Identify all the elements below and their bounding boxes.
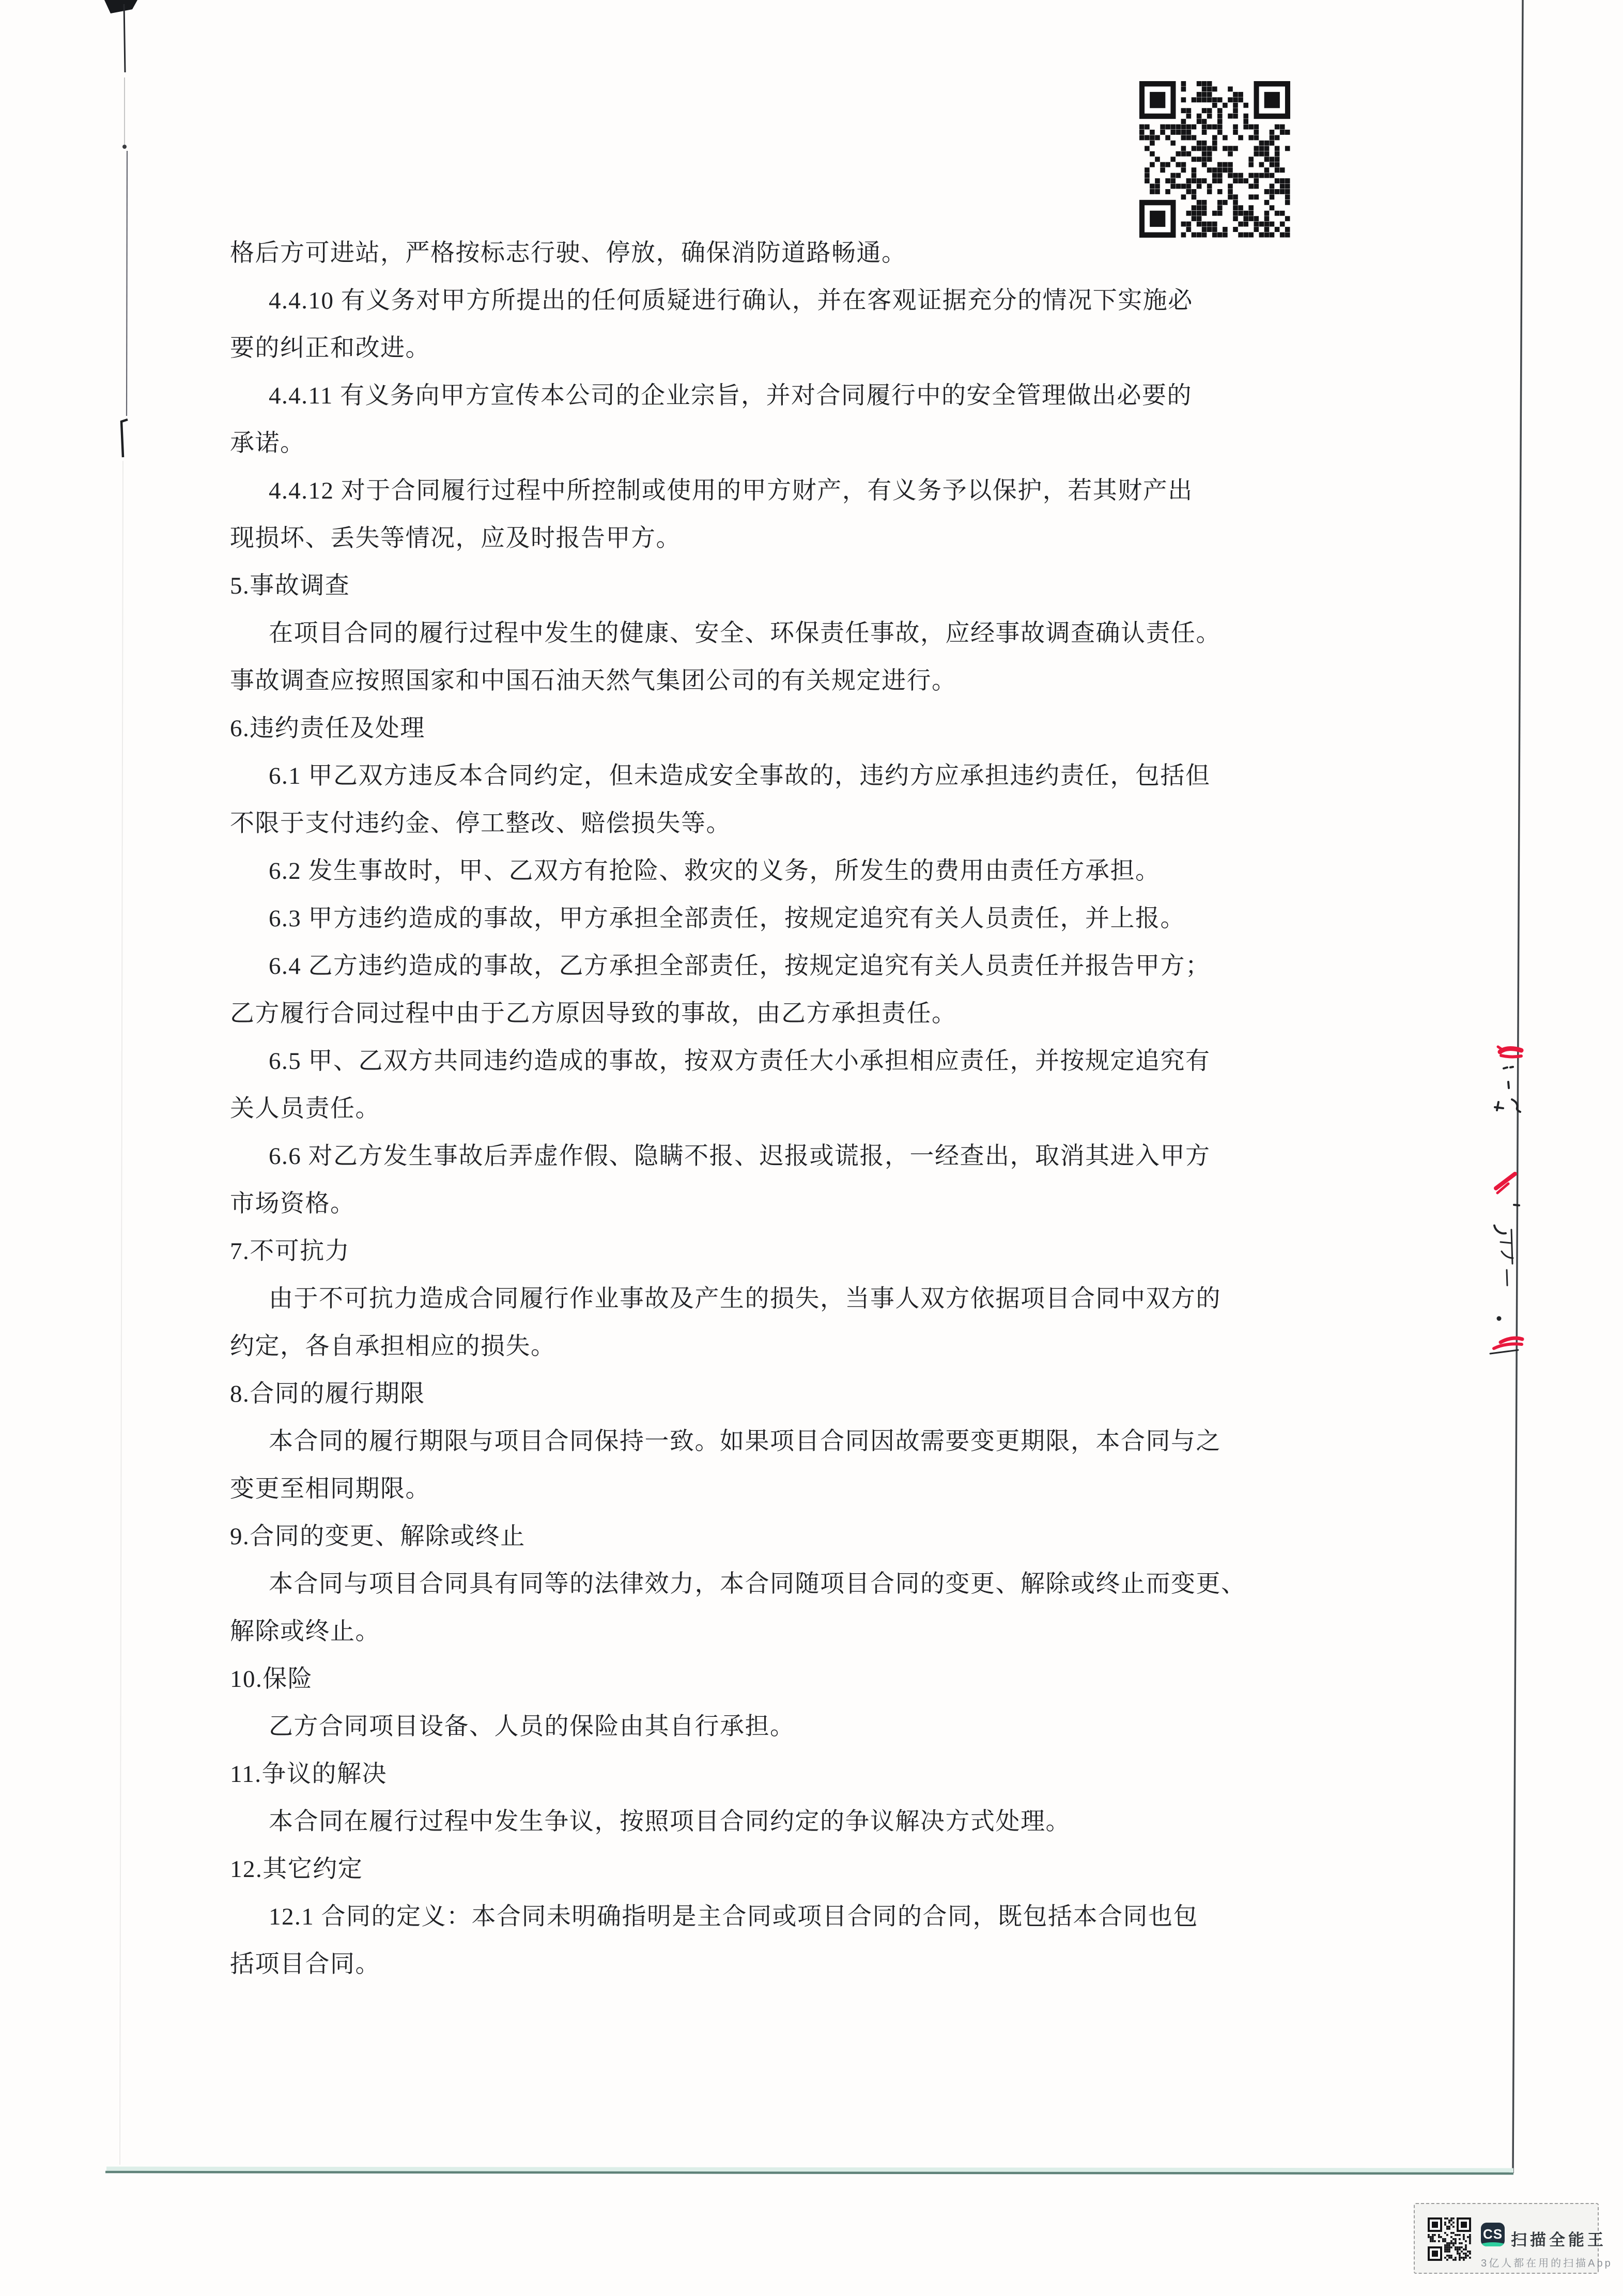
text-line: 6.2 发生事故时，甲、乙双方有抢险、救灾的义务，所发生的费用由责任方承担。: [269, 858, 1161, 885]
text-line: 8.合同的履行期限: [230, 1380, 425, 1407]
text-line: 在项目合同的履行过程中发生的健康、安全、环保责任事故，应经事故调查确认责任。: [269, 620, 1221, 647]
text-line: 4.4.12 对于合同履行过程中所控制或使用的甲方财产，有义务予以保护，若其财产出: [269, 477, 1193, 504]
text-line: 括项目合同。: [230, 1951, 380, 1978]
text-line: 要的纠正和改进。: [230, 335, 430, 362]
text-line: 4.4.10 有义务对甲方所提出的任何质疑进行确认，并在客观证据充分的情况下实施必: [269, 287, 1193, 314]
text-line: 变更至相同期限。: [230, 1476, 430, 1502]
text-line: 约定，各自承担相应的损失。: [230, 1333, 556, 1360]
text-line: 6.5 甲、乙双方共同违约造成的事故，按双方责任大小承担相应责任，并按规定追究有: [269, 1048, 1211, 1075]
contract-text: [230, 229, 1302, 1988]
ink-blob-top-left: [104, 0, 137, 149]
black-pen-annotations: [1490, 1067, 1520, 1354]
watermark-tagline: 3亿人都在用的扫描App: [1481, 2258, 1613, 2269]
text-line: 事故调查应按照国家和中国石油天然气集团公司的有关规定进行。: [230, 668, 957, 694]
text-line: 4.4.11 有义务向甲方宣传本公司的企业宗旨，并对合同履行中的安全管理做出必要的: [269, 382, 1193, 409]
text-line: 本合同与项目合同具有同等的法律效力，本合同随项目合同的变更、解除或终止而变更、: [269, 1571, 1246, 1597]
crease-line-left: [120, 151, 128, 2165]
camscanner-logo-icon: [1481, 2223, 1505, 2246]
text-line: 市场资格。: [230, 1190, 355, 1217]
text-line: 解除或终止。: [230, 1618, 380, 1645]
text-line: 本合同的履行期限与项目合同保持一致。如果项目合同因故需要变更期限，本合同与之: [269, 1428, 1221, 1455]
text-line: 10.保险: [230, 1666, 313, 1693]
red-pen-annotations: [1494, 1047, 1522, 1348]
text-line: 6.3 甲方违约造成的事故，甲方承担全部责任，按规定追究有关人员责任，并上报。: [269, 905, 1185, 932]
text-line: 乙方合同项目设备、人员的保险由其自行承担。: [269, 1713, 795, 1740]
camscanner-watermark: [1414, 2203, 1613, 2274]
text-line: 6.1 甲乙双方违反本合同约定，但未造成安全事故的，违约方应承担违约责任，包括但: [269, 763, 1211, 789]
text-line: 5.事故调查: [230, 572, 350, 599]
page-edge-bottom: [105, 2169, 1513, 2174]
text-line: 6.4 乙方违约造成的事故，乙方承担全部责任，按规定追究有关人员责任并报告甲方；: [269, 953, 1211, 980]
text-line: 6.违约责任及处理: [230, 715, 425, 742]
text-line: 11.争议的解决: [230, 1761, 388, 1788]
text-line: 12.1 合同的定义：本合同未明确指明是主合同或项目合同的合同，既包括本合同也包: [269, 1903, 1198, 1930]
text-line: 7.不可抗力: [230, 1238, 350, 1265]
page-edge-right: [1513, 0, 1523, 2173]
text-line: 9.合同的变更、解除或终止: [230, 1523, 525, 1550]
text-line: 6.6 对乙方发生事故后弄虚作假、隐瞒不报、迟报或谎报，一经查出，取消其进入甲方: [269, 1143, 1211, 1170]
text-line: 不限于支付违约金、停工整改、赔偿损失等。: [230, 810, 731, 837]
text-line: 由于不可抗力造成合同履行作业事故及产生的损失，当事人双方依据项目合同中双方的: [269, 1285, 1221, 1312]
document-qr-code-icon: [1139, 81, 1290, 238]
camscanner-logo-initials: CS: [1482, 2226, 1503, 2242]
text-line: 格后方可进站，严格按标志行驶、停放，确保消防道路畅通。: [230, 240, 907, 267]
watermark-app-name: 扫描全能王: [1511, 2231, 1606, 2249]
text-line: 本合同在履行过程中发生争议，按照项目合同约定的争议解决方式处理。: [269, 1808, 1071, 1835]
text-line: 承诺。: [230, 430, 305, 457]
text-line: 乙方履行合同过程中由于乙方原因导致的事故，由乙方承担责任。: [230, 1000, 957, 1027]
text-line: 关人员责任。: [230, 1095, 380, 1122]
watermark-qr-code-icon: [1428, 2217, 1471, 2261]
text-line: 现损坏、丢失等情况，应及时报告甲方。: [230, 525, 681, 552]
text-line: 12.其它约定: [230, 1856, 363, 1883]
